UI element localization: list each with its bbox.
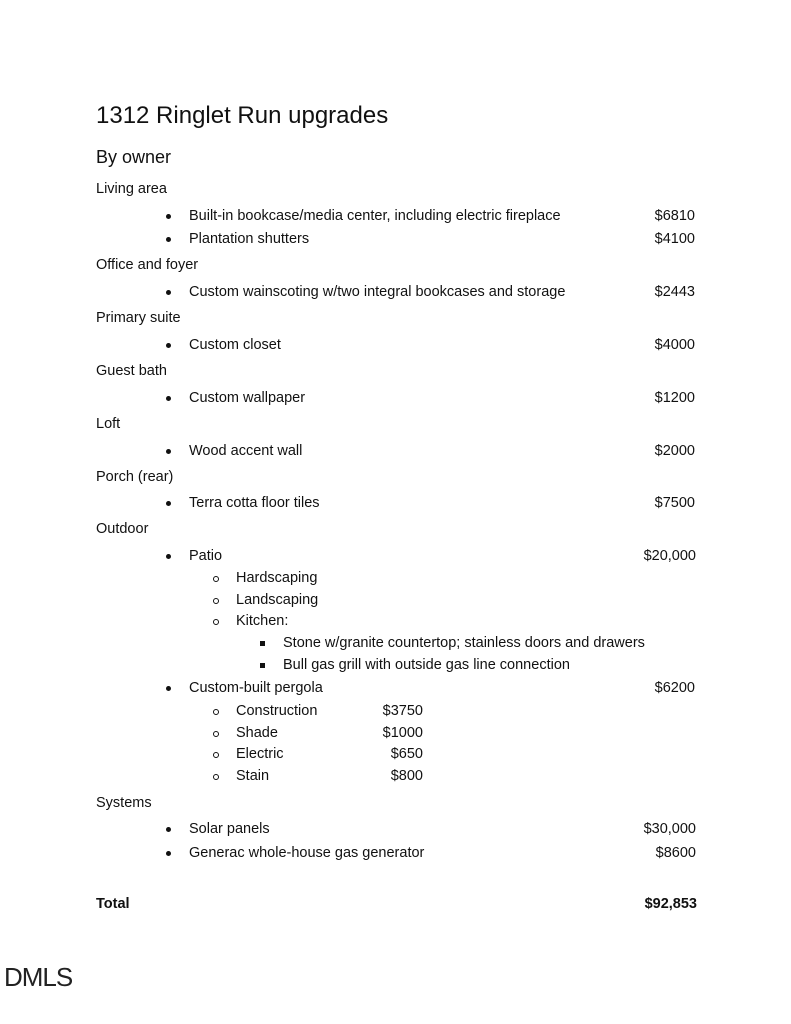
list-item-label: Wood accent wall: [189, 443, 303, 459]
sub-item-label: Shade: [236, 725, 278, 741]
bullet-icon: [166, 827, 171, 832]
sub-item-label: Stain: [236, 768, 270, 784]
section-heading-systems: Systems: [96, 795, 152, 811]
list-item-price: $6200: [654, 680, 695, 696]
bullet-icon: [166, 501, 171, 506]
circle-bullet-icon: [213, 598, 219, 604]
bullet-icon: [166, 554, 171, 559]
sub-item-label: Hardscaping: [236, 570, 318, 586]
list-item-price: $2443: [654, 284, 695, 300]
section-heading-guest: Guest bath: [96, 363, 167, 379]
list-item-price: $8600: [655, 845, 696, 861]
bullet-icon: [166, 396, 171, 401]
section-heading-office: Office and foyer: [96, 257, 199, 273]
sub-sub-item-label: Stone w/granite countertop; stainless doors and drawers: [283, 635, 645, 651]
circle-bullet-icon: [213, 752, 219, 758]
list-item-label: Custom wallpaper: [189, 390, 306, 406]
list-item-label: Custom-built pergola: [189, 680, 323, 696]
list-item-label: Custom closet: [189, 337, 281, 353]
list-item-price: $4100: [654, 231, 695, 247]
square-bullet-icon: [260, 663, 265, 668]
bullet-icon: [166, 343, 171, 348]
circle-bullet-icon: [213, 709, 219, 715]
sub-item-label: Landscaping: [236, 592, 319, 608]
square-bullet-icon: [260, 641, 265, 646]
sub-item-price: $800: [390, 768, 423, 784]
section-heading-loft: Loft: [96, 416, 121, 432]
dmls-logo: DMLS: [4, 962, 73, 992]
list-item-label: Solar panels: [189, 821, 270, 837]
sub-sub-item-label: Bull gas grill with outside gas line connection: [283, 657, 570, 673]
sub-item-label: Kitchen:: [236, 613, 289, 629]
list-item-label: Built-in bookcase/media center, including electric fireplace: [189, 208, 561, 224]
list-item-price: $20,000: [643, 548, 696, 564]
list-item-label: Patio: [189, 548, 223, 564]
bullet-icon: [166, 237, 171, 242]
sub-item-label: Electric: [236, 746, 284, 762]
bullet-icon: [166, 851, 171, 856]
list-item-price: $30,000: [643, 821, 696, 837]
total-value: $92,853: [644, 896, 697, 912]
sub-item-price: $650: [390, 746, 423, 762]
list-item-label: Plantation shutters: [189, 231, 310, 247]
circle-bullet-icon: [213, 576, 219, 582]
section-heading-porch: Porch (rear): [96, 469, 174, 485]
bullet-icon: [166, 214, 171, 219]
list-item-label: Terra cotta floor tiles: [189, 495, 320, 511]
list-item-price: $1200: [654, 390, 695, 406]
list-item-price: $7500: [654, 495, 695, 511]
list-item-price: $2000: [654, 443, 695, 459]
circle-bullet-icon: [213, 619, 219, 625]
section-heading-outdoor: Outdoor: [96, 521, 149, 537]
sub-item-price: $1000: [382, 725, 423, 741]
section-heading-primary: Primary suite: [96, 310, 181, 326]
section-heading-living: Living area: [96, 181, 167, 197]
bullet-icon: [166, 449, 171, 454]
circle-bullet-icon: [213, 774, 219, 780]
list-item-price: $6810: [654, 208, 695, 224]
sub-item-price: $3750: [382, 703, 423, 719]
page-subtitle: By owner: [96, 147, 172, 167]
list-item-label: Generac whole-house gas generator: [189, 845, 425, 861]
list-item-label: Custom wainscoting w/two integral bookcases and storage: [189, 284, 566, 300]
bullet-icon: [166, 290, 171, 295]
bullet-icon: [166, 686, 171, 691]
list-item-price: $4000: [654, 337, 695, 353]
total-label: Total: [96, 896, 130, 912]
sub-item-label: Construction: [236, 703, 318, 719]
circle-bullet-icon: [213, 731, 219, 737]
page-title: 1312 Ringlet Run upgrades: [96, 102, 389, 129]
